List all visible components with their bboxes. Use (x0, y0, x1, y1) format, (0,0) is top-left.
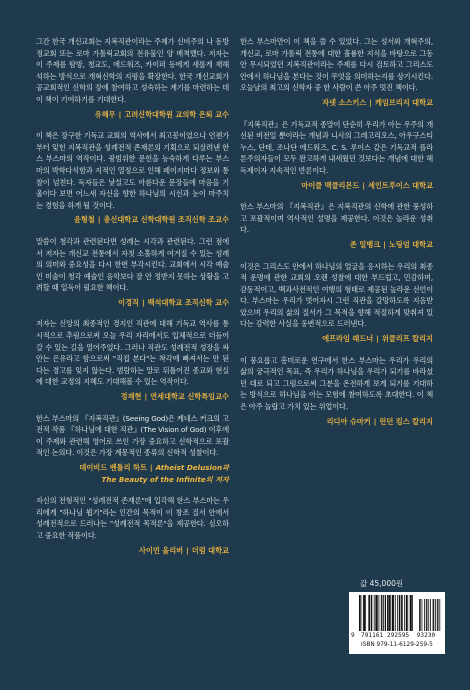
review-quote: 이 책은 장구한 기독교 교회의 역사에서 최고봉이었으나 언젠가부터 잊힌 지복직관을 성례전적 존재론의 기획으로 되살려낸 한스 부스마의 역작이다. 광범위한 문헌을 능숙하게 다루는 부스마의 박학다식함과 지적인 열정으로 인해 페이지마다 정보와 통찰이 넘친다. 독자들은 낯설고도 아름다운 문장들에 마음을 기울이다 보면 어느새 자신을 향한 하나님의 시선과 눈이 마주치는 경험을 하게 될 것이다. (36, 131, 229, 210)
barcode-addon-bar (433, 599, 434, 631)
review-yuhaemu (36, 36, 229, 120)
reviewer-name: 유해무 (94, 109, 116, 119)
barcode-bar (382, 595, 383, 631)
barcode-bar (365, 595, 366, 631)
barcode-addon-bar (439, 599, 440, 631)
review-quote: 이 풍요롭고 흥미로운 연구에서 한스 부스마는 우리가 우리의 삶의 궁극적인 목표, 즉 우리가 하나님을 우리가 되기를 바라셨던 대로 되고 그럼으로써 그분을 온전하게 보게 되기를 기대하는 방식으로 하나님을 아는 모험에 참여하도록 초대한다. 이 책은 아주 놀랍고 가치 있는 위업이다. (240, 355, 433, 412)
review-quote: 이것은 그리스도 안에서 하나님의 얼굴을 응시하는 우리의 최종적 운명에 관한 교회의 오랜 성찰에 대한 부드럽고, 민감하며, 감동적이고, 백과사전적인 여행의 형태로 제공된 놀라운 선언이다. 부스마는 우리가 벗어자시 그런 직관을 갈망하도록 지음받았으며 우리의 삶의 질서가 그 목적을 향해 적절하게 맞춰져 있다는 강력한 사실을 웅변적으로 드러낸다. (240, 261, 433, 329)
reviewer-name: 존 밀뱅크 (349, 239, 381, 249)
right-column (240, 36, 433, 437)
review-ephraim-radner (240, 261, 433, 345)
review-attribution (36, 391, 229, 403)
attribution-separator: | (383, 239, 386, 249)
review-attribution (240, 97, 433, 109)
reviewer-name: 사이먼 올리버 (138, 545, 184, 555)
attribution-separator: | (369, 97, 372, 107)
attribution-separator: | (118, 109, 122, 119)
barcode-bar (389, 595, 390, 631)
review-yunhyeongcheol (36, 130, 229, 226)
barcode-bar (400, 595, 401, 631)
barcode-addon-bar (427, 599, 428, 631)
review-attribution (240, 416, 433, 428)
barcode-bar (379, 595, 380, 631)
review-lydia-schumacher (240, 355, 433, 428)
barcode-bar (404, 595, 405, 631)
review-simon-oliver (36, 495, 229, 556)
attribution-separator: | (97, 215, 101, 225)
isbn-barcode (349, 592, 445, 654)
reviewer-name: 에프라임 래드너 (322, 334, 374, 344)
barcode-bar (393, 595, 394, 631)
barcode-addon-bar (424, 599, 425, 631)
barcode-bar (412, 595, 413, 631)
review-attribution (240, 333, 433, 345)
review-leegyeongjik (36, 236, 229, 309)
reviewer-affiliation: 세인트루이스 대학교 (368, 180, 433, 190)
reviewer-name: 정재현 (120, 392, 142, 402)
reviewer-affiliation: 총신대학교 신학대학원 조직신학 조교수 (103, 215, 229, 225)
barcode-bar (361, 595, 362, 631)
reviewer-name: 자넷 소스키스 (322, 97, 367, 107)
barcode-bar (397, 595, 398, 631)
reviewer-affiliation: 더럼 대학교 (191, 545, 229, 555)
review-quote: 말씀이 청각과 관련된다면 성례는 시각과 관련된다. 그런 점에서 저자는 개신교 전통에서 자칫 소홀하게 여겨질 수 있는 성례의 의미와 중요성을 다시 한번 부각시킨다. 교회에서 시각 예술인 미술이 청각 예술인 음악보다 잘 안 정받지 못하는 상황을 고려할 때 일독이 필요한 책이다. (36, 236, 229, 293)
attribution-separator: | (144, 392, 148, 402)
barcode-bar (364, 595, 365, 631)
barcode-addon-bar (430, 599, 431, 631)
review-attribution (36, 462, 229, 485)
barcode-digits (361, 632, 435, 639)
barcode-bar (359, 595, 360, 631)
reviewer-affiliation: 연세대학교 신학특임교수 (150, 392, 229, 402)
review-attribution (36, 214, 229, 226)
attribution-separator: | (149, 463, 153, 472)
reviewer-name: 마이클 맥클리몬드 (301, 180, 360, 190)
reviewer-affiliation: 노팅엄 대학교 (388, 239, 433, 249)
barcode-addon-digits: 93230 (416, 632, 436, 639)
barcode-addon-bar (426, 599, 427, 631)
review-john-milbank (240, 201, 433, 250)
review-david-bentley-hart (36, 413, 229, 486)
barcode-addon-bar (437, 599, 438, 631)
reviewer-name: 데이비드 벤틀리 하트 (79, 463, 147, 472)
barcode-bar (393, 595, 394, 631)
reviewer-affiliation: 백석대학교 조직신학 교수 (147, 297, 229, 307)
left-column (36, 36, 229, 566)
barcode-addon-bar (435, 599, 436, 631)
barcode-addon-bar (428, 599, 429, 631)
barcode-bars (359, 595, 441, 632)
reviewer-name: 리디아 슈마커 (326, 416, 371, 426)
barcode-bar (377, 595, 378, 631)
barcode-bar (374, 595, 375, 631)
barcode-bar (363, 595, 364, 631)
attribution-separator: | (373, 416, 377, 426)
attribution-separator: | (141, 297, 145, 307)
barcode-addon-bar (419, 599, 420, 631)
review-quote: 자신의 전형적인 "성례전적 존재론"에 입각해 한스 부스마는 우리에게 "하나님 뵙기"라는 인간의 목적이 이 창조 질서 안에서 성례전적으로 드러나는 "성례전적 목적론"을 제공한다. 심오하고 중요한 작품이다. (36, 496, 229, 540)
attribution-separator: | (186, 545, 189, 555)
review-quote: 한스 부스마만이 이 책을 쓸 수 있었다. 그는 성서와 개혁주의, 개신교, 로마 가톨릭 전통에 대한 훌륭한 지식을 바탕으로 그동안 무시되었던 지복직관이라는 주제를 다시 검토하고 그리스도 안에서 하나님을 본다는 것이 무엇을 의미하는지를 상기시킨다. 오늘날의 최고의 신학자 중 한 사람이 쓴 아주 멋진 책이다. (240, 37, 433, 93)
barcode-bar (381, 595, 382, 631)
barcode-bar (369, 595, 370, 631)
barcode-bar (402, 595, 403, 631)
barcode-bar (383, 595, 384, 631)
review-attribution (36, 297, 229, 309)
reviewer-name: 이경직 (118, 297, 139, 307)
barcode-bar (407, 595, 408, 631)
barcode-addon-bar (422, 599, 423, 631)
reviewer-affiliation: 위클리프 칼리지 (381, 334, 433, 344)
reviewer-affiliation: Atheist Delusion과 (155, 463, 229, 472)
isbn-number: ISBN 979-11-6129-259-5 (361, 642, 433, 648)
barcode-addon-bar (438, 599, 439, 631)
review-quote: 『지복직관』은 기독교적 종말이 단순히 우리가 아는 우주의 개선된 버전일 뿐이라는 개념과 니사의 그레고리오스, 아우구스티누스, 단테, 조나단 에드워즈, C. S. 루이스 같은 기독교적 플라톤주의자들이 모두 완고하게 내세웠던 것보다는 개념에 대한 해독제이자 지속적인 반론이다. (240, 119, 433, 175)
barcode-addon-bar (433, 599, 434, 631)
reviewer-name: 윤형철 (73, 215, 95, 225)
review-quote: 한스 부스마의 『지복직관』(Seeing God)은 케네스 커크의 고전적 작품 『하나님에 대한 직관』(The Vision of God) 이후에 이 주제와 관련해 영어로 쓰인 가장 중요하고 신학적으로 포괄적인 논의다. 이것은 가장 계몽적인 종류의 신학적 성찰이다. (36, 413, 229, 458)
review-quote: 그간 한국 개신교회는 지복직관이라는 주제가 신비주의 나 동방 정교회 또는 로마 가톨릭교회의 전유물인 양 배척했다. 저자는 이 주제를 탐방, 청교도, 에드워즈, 카이퍼 등에게 새롭게 재해석하는 방식으로 개혁신학의 지평을 확장한다. 한국 개신교회가 공교회적인 신학의 장에 참여하고 성숙하는 계기를 마련하는 데 이 책이 기여하기를 기대한다. (36, 37, 229, 104)
review-attribution (240, 239, 433, 251)
barcode-bar (410, 595, 411, 631)
barcode-bar (395, 595, 396, 631)
reviewer-affiliation-line2: The Beauty of the Infinite의 저자 (101, 474, 229, 484)
barcode-bar (389, 595, 390, 631)
attribution-separator: | (376, 334, 379, 344)
review-michael-mcclymond (240, 119, 433, 192)
barcode-bar (371, 595, 372, 631)
attribution-separator: | (362, 180, 365, 190)
review-janet-soskice (240, 36, 433, 109)
barcode-bar (406, 595, 407, 631)
barcode-bar (376, 595, 377, 631)
price-label: 값 45,000원 (360, 579, 404, 588)
review-attribution (36, 109, 229, 121)
review-jeongjaehyeon (36, 318, 229, 402)
reviewer-affiliation: 케임브리지 대학교 (374, 97, 433, 107)
review-quote: 한스 부스마의 『지복직관』은 지복직관의 신학에 관한 풍성하고 포괄적이며 역사적인 설명을 제공한다. 이것은 놀라운 성취다. (240, 202, 433, 235)
review-attribution (36, 545, 229, 557)
barcode-left-digit: 9 (351, 632, 355, 639)
barcode-bar (385, 595, 386, 631)
barcode-bar (387, 595, 388, 631)
reviewer-affiliation: 고려신학대학원 교의학 은퇴 교수 (124, 109, 229, 119)
review-quote: 저자는 신앙의 최종적인 경지인 직관에 대해 기독교 역사를 통시적으로 추림으로써 오늘 우리 자리에서도 입체적으로 더듬어 갈 수 있는 길을 열어주었다. 그러나 직관도 성례전적 성장을 싸안는 은유라고 함으로써 "직접 본다"는 착각에 빠져서는 안 된다는 경고를 잊지 않는다. 범람하는 말로 뒤틀어진 종교와 현실에 대한 교정의 지혜도 기대해볼 수 있는 역작이다. (36, 319, 229, 387)
barcode-bar (410, 595, 411, 631)
reviewer-affiliation: 런던 킹스 칼리지 (379, 416, 433, 426)
barcode-addon-bar (420, 599, 421, 631)
barcode-main-digits: 791161 292595 (361, 632, 410, 639)
review-attribution (240, 180, 433, 192)
